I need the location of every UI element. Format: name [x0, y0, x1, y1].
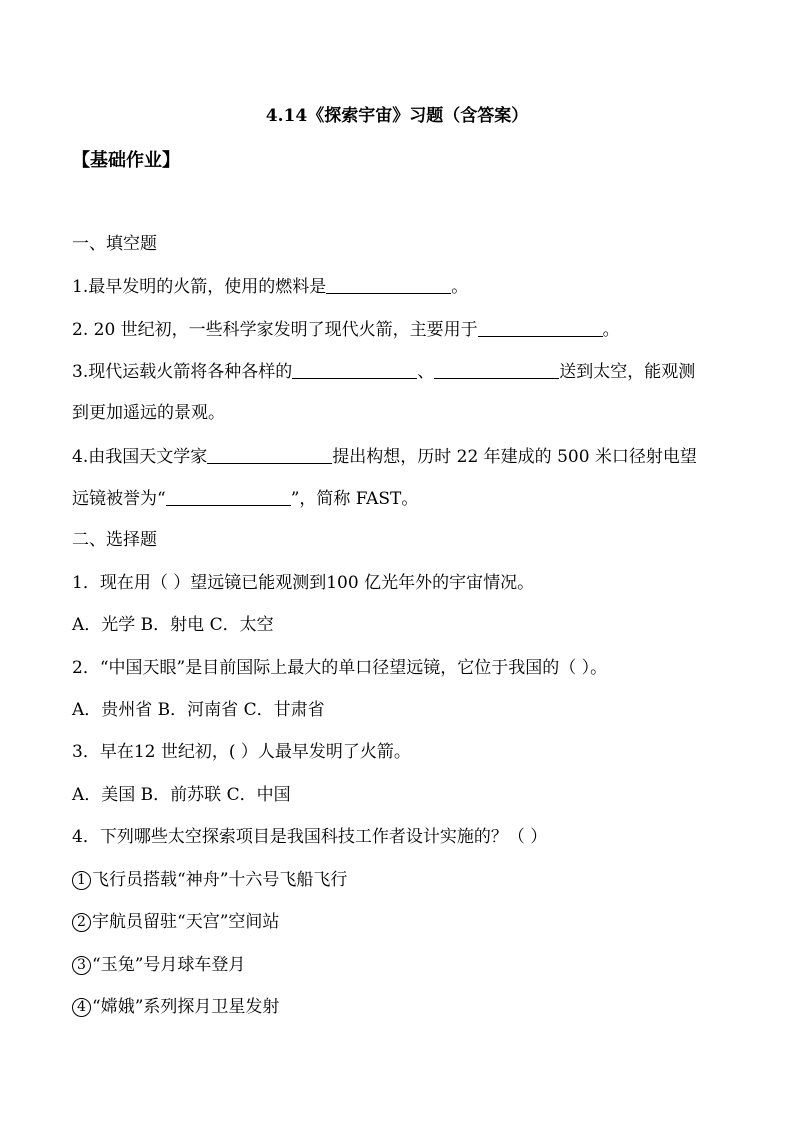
- choice-question-2-options: A．贵州省 B．河南省 C．甘肃省: [72, 700, 325, 720]
- section-heading: 【基础作业】: [72, 150, 180, 171]
- list-item: [72, 869, 347, 891]
- page-title: 4.14《探索宇宙》习题（含答案）: [265, 106, 529, 126]
- fill-question-3: [72, 360, 695, 383]
- fill-q4-text: 4.由我国天文学家: [72, 447, 208, 467]
- fill-question-2: [72, 318, 620, 341]
- list-item: [72, 996, 279, 1018]
- choice-section-title: 二、选择题: [72, 530, 157, 550]
- fill-q4-line2-end: ”，简称 FAST。: [290, 489, 419, 509]
- answer-blank[interactable]: [326, 275, 451, 294]
- answer-blank[interactable]: [434, 360, 559, 379]
- fill-q4-cont: 提出构想，历时 22 年建成的 500 米口径射电望: [332, 447, 697, 467]
- choice-question-1: 1．现在用（ ）望远镜已能观测到100 亿光年外的宇宙情况。: [72, 573, 535, 593]
- fill-q2-text: 2. 20 世纪初，一些科学家发明了现代火箭，主要用于: [72, 320, 478, 340]
- choice-question-4: 4．下列哪些太空探索项目是我国科技工作者设计实施的？（ ）: [72, 827, 548, 847]
- fill-blank-section-title: 一、填空题: [72, 234, 157, 254]
- fill-q3-cont: 送到太空，能观测: [559, 362, 696, 382]
- answer-blank[interactable]: [478, 318, 603, 337]
- list-item-text: 飞行员搭载“神舟”十六号飞船飞行: [92, 870, 348, 890]
- circled-number: 3: [72, 956, 91, 975]
- fill-q3-text: 3.现代运载火箭将各种各样的: [72, 362, 293, 382]
- choice-question-3-options: A．美国 B．前苏联 C．中国: [72, 785, 291, 805]
- list-item-text: “玉兔”号月球车登月: [92, 955, 246, 975]
- circled-number: 2: [72, 913, 91, 932]
- fill-question-4-line2: [72, 487, 418, 510]
- fill-q2-end: 。: [602, 320, 620, 340]
- answer-blank[interactable]: [207, 445, 332, 464]
- list-item: [72, 911, 279, 933]
- fill-q3-sep: 、: [417, 362, 435, 382]
- circled-number: 1: [72, 871, 91, 890]
- fill-question-3-line2: 到更加遥远的景观。: [72, 403, 225, 423]
- fill-question-1: [72, 275, 468, 298]
- choice-question-3: 3．早在12 世纪初，( ）人最早发明了火箭。: [72, 742, 411, 762]
- fill-q4-line2-text: 远镜被誉为“: [72, 489, 166, 509]
- answer-blank[interactable]: [166, 487, 291, 506]
- circled-number: 4: [72, 998, 91, 1017]
- list-item: [72, 954, 245, 976]
- choice-question-1-options: A．光学 B．射电 C．太空: [72, 615, 274, 635]
- choice-question-2: 2．“中国天眼”是目前国际上最大的单口径望远镜，它位于我国的（ ）。: [72, 658, 608, 678]
- fill-question-4: [72, 445, 697, 468]
- answer-blank[interactable]: [292, 360, 417, 379]
- fill-q1-text: 1.最早发明的火箭，使用的燃料是: [72, 277, 327, 297]
- list-item-text: 宇航员留驻“天宫”空间站: [92, 912, 280, 932]
- fill-q1-end: 。: [451, 277, 469, 297]
- list-item-text: “嫦娥”系列探月卫星发射: [92, 997, 280, 1017]
